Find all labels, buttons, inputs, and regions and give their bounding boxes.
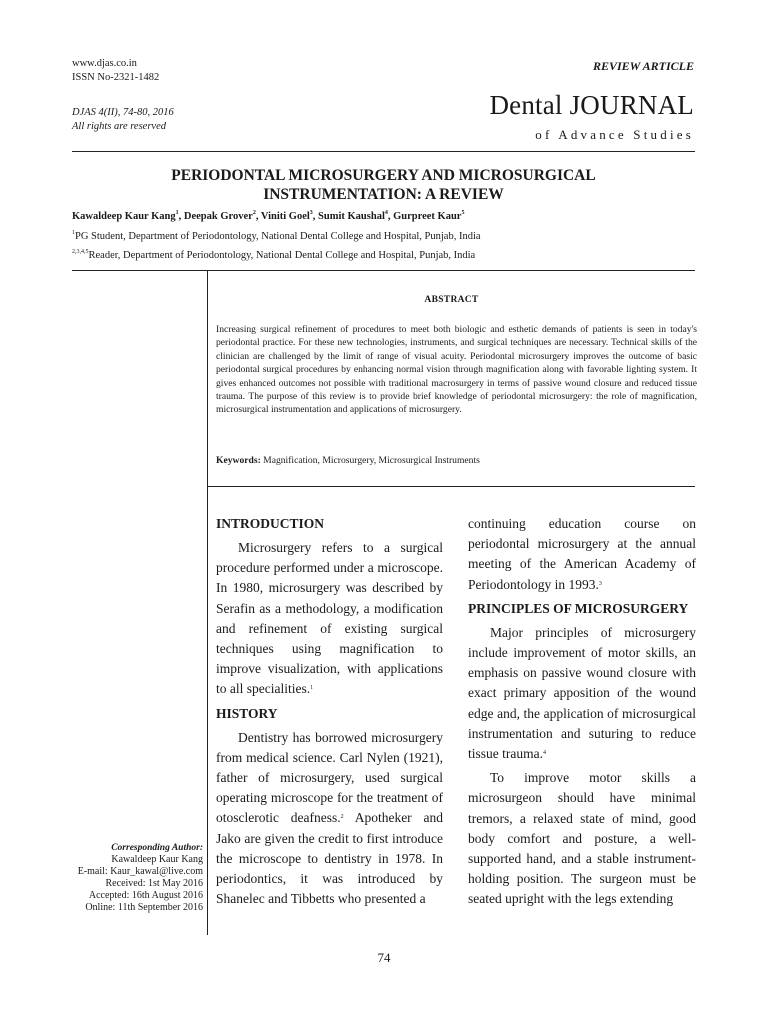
margin-divider [207,270,208,935]
citation: DJAS 4(II), 74-80, 2016 [72,107,174,118]
body-column-1 [216,514,443,909]
article-title [72,166,695,204]
paragraph-motor-skills: To improve motor skills a microsurgeon should have minimal tremors, a relaxed state of mind, good body comfort and posture, a well-supported hand, and a stable instrument-holding position. The surgeon must be seated upright with the legs extending [468,770,696,907]
abstract-text: Increasing surgical refinement of procedures to meet both biologic and esthetic demands of patients is seen in today's periodontal practice. For these new technologies, instruments, and surgical techniques are necessary. Technical skills of the clinician are challenged by the limit of range of visual acuity. Periodontal microsurgery improves the outcome of basic periodontal surgical procedures by enhancing normal vision through magnification along with favorable lighting system. It gives enhanced outcomes not possible with traditional macrosurgery in terms of passive wound closure and reduced tissue trauma. The purpose of this review is to provide brief knowledge of periodontal microsurgery: the role of magnification, microsurgical instrumentation and applications of microsurgery. [216,324,697,416]
keywords-list: Magnification, Microsurgery, Microsurgical Instruments [263,455,480,466]
paragraph-introduction: Microsurgery refers to a surgical procedure performed under a microscope. In 1980, microsurgery was described by Serafin as a methodology, a modification and refinement of existing surgical techniques using magnification to improve visualization, with applications to all specialities.$^1$ [216,540,443,697]
journal-name: Dental JOURNAL [489,90,694,120]
corresponding-label: Corresponding Author: [111,843,203,853]
keywords [216,455,697,466]
header-rule [72,151,695,152]
section-rule [72,270,695,271]
author: Kawaldeep Kaur Kang [72,211,176,222]
author: Sumit Kaushal [318,211,385,222]
issn: ISSN No-2321-1482 [72,72,160,83]
accepted-date: Accepted: 16th August 2016 [88,890,203,901]
author: Deepak Grover [183,211,253,222]
affiliation-1: $^1$PG Student, Department of Periodontology, National Dental College and Hospital, Punjab, India [72,230,481,242]
author: Viniti Goel [260,211,310,222]
paragraph-principles: Major principles of microsurgery include improvement of motor skills, an emphasis on passive wound closure with exact primary apposition of the wound edge and, the application of microsurgical instrumentation and suturing to reduce tissue trauma.$^4$ [468,624,696,762]
corresponding-name: Kawaldeep Kaur Kang [111,854,203,865]
author-list: Kawaldeep Kaur Kang$^1$, Deepak Grover$^2$, Viniti Goel$^3$, Sumit Kaushal$^4$, Gurpreet Kaur$^5$ [72,210,465,222]
section-heading-history: HISTORY [216,705,278,721]
affiliation-2: $^{2,3,4,5}$Reader, Department of Periodontology, National Dental College and Hospital, Punjab, India [72,249,476,261]
journal-subtitle: of Advance Studies [535,127,694,142]
abstract-rule [208,486,695,487]
body-column-2 [468,514,696,910]
corresponding-author [62,842,203,914]
online-date: Online: 11th September 2016 [85,902,203,913]
rights: All rights are reserved [72,121,166,132]
paragraph-history-cont: continuing education course on periodontal microsurgery at the annual meeting of the American Academy of Periodontology in 1993.$^3$ [468,516,696,592]
title-line-1: PERIODONTAL MICROSURGERY AND MICROSURGICAL [171,167,596,184]
author: Gurpreet Kaur [393,211,462,222]
corresponding-email[interactable]: E-mail: Kaur_kawal@live.com [77,866,203,877]
abstract-heading: ABSTRACT [424,295,479,305]
section-heading-principles: PRINCIPLES OF MICROSURGERY [468,600,689,616]
header-left [72,57,159,85]
website-link[interactable]: www.djas.co.in [72,58,137,69]
article-type: REVIEW ARTICLE [592,59,694,73]
section-heading-introduction: INTRODUCTION [216,516,325,531]
citation-block [72,106,174,134]
keywords-label: Keywords: [216,455,261,466]
received-date: Received: 1st May 2016 [105,878,203,889]
page-number: 74 [377,950,391,965]
paragraph-history: Dentistry has borrowed microsurgery from medical science. Carl Nylen (1921), father of microsurgery, used surgical operating microscope for the treatment of otosclerotic deafness.$^2$ Apotheker and Jako are given the credit to first introduce the microscope to dentistry in 1978. In periodontics, it was introduced by Shanelec and Tibbetts who presented a [216,729,443,907]
title-line-2: INSTRUMENTATION: A REVIEW [263,186,504,203]
